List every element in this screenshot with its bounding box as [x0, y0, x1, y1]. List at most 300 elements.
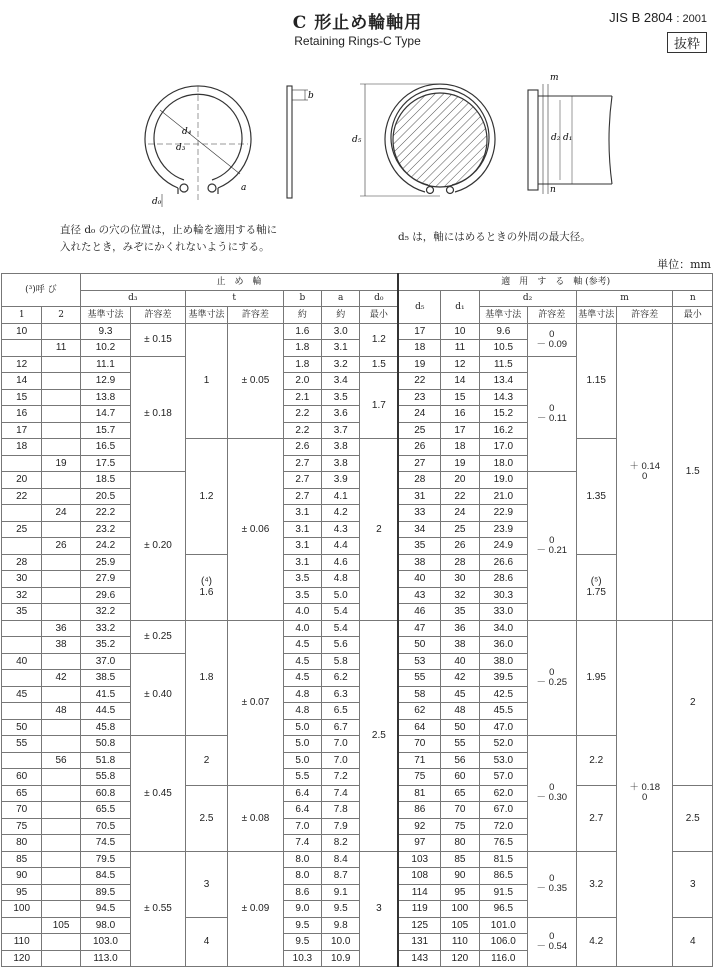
a-approx-value: 4.3 — [333, 523, 348, 535]
d1-value: 90 — [454, 870, 466, 882]
d1-value: 56 — [454, 754, 466, 766]
a-approx-value: 7.9 — [333, 820, 348, 832]
d2-basic — [479, 703, 527, 720]
d1 — [441, 340, 479, 357]
d1 — [441, 934, 479, 951]
d1 — [441, 950, 479, 967]
d3-basic — [80, 670, 130, 687]
d3-tolerance — [131, 736, 186, 852]
d2-tolerance-value: 0 — [549, 402, 555, 414]
d1-value: 26 — [454, 540, 466, 552]
d2-basic-value: 42.5 — [493, 688, 514, 700]
a-approx — [322, 571, 360, 588]
d5 — [398, 653, 440, 670]
d2-basic — [479, 373, 527, 390]
d1-value: 48 — [454, 705, 466, 717]
d2-basic-value: 81.5 — [493, 853, 514, 865]
a-approx-value: 4.4 — [333, 540, 348, 552]
d5 — [398, 851, 440, 868]
nominal-2-value: 105 — [52, 919, 70, 931]
d2-basic — [479, 868, 527, 885]
note-line-2: 入れたとき，みぞにかくれないようにする。 — [60, 241, 270, 253]
note-hole-position — [60, 222, 277, 256]
a-approx — [322, 356, 360, 373]
d1 — [441, 389, 479, 406]
nominal-2 — [42, 802, 80, 819]
d5-value: 131 — [411, 936, 429, 948]
a-approx-value: 7.8 — [333, 804, 348, 816]
nominal-1 — [2, 653, 42, 670]
nominal-2-value: 48 — [55, 705, 67, 717]
b-approx-value: 3.5 — [295, 573, 310, 585]
label-n: n — [550, 185, 556, 195]
nominal-2 — [42, 785, 80, 802]
d5 — [398, 884, 440, 901]
d1-value: 18 — [454, 441, 466, 453]
m-tolerance-value: 0 — [642, 470, 648, 482]
nominal-1 — [2, 571, 42, 588]
m-basic — [576, 554, 616, 620]
header-a-approx: 約 — [322, 307, 360, 324]
m-basic — [576, 736, 616, 786]
page-subtitle: Retaining Rings-C Type — [294, 34, 421, 48]
b-approx — [283, 571, 321, 588]
nominal-2 — [42, 703, 80, 720]
nominal-1 — [2, 670, 42, 687]
b-approx-value: 5.5 — [295, 771, 310, 783]
d1 — [441, 323, 479, 340]
t-basic — [185, 785, 227, 851]
d5-value: 62 — [414, 705, 426, 717]
b-approx — [283, 653, 321, 670]
d2-basic-value: 39.5 — [493, 672, 514, 684]
d5 — [398, 901, 440, 918]
d2-basic — [479, 736, 527, 753]
n-min-value: 1.5 — [685, 466, 700, 477]
d1-value: 16 — [454, 408, 466, 420]
d5-value: 108 — [411, 870, 429, 882]
d1 — [441, 851, 479, 868]
d5 — [398, 934, 440, 951]
b-approx-value: 3.1 — [295, 507, 310, 519]
a-approx — [322, 554, 360, 571]
d1-value: 25 — [454, 523, 466, 535]
a-approx — [322, 373, 360, 390]
nominal-2 — [42, 851, 80, 868]
a-approx-value: 3.9 — [333, 474, 348, 486]
a-approx-value: 5.4 — [333, 606, 348, 618]
d0-min — [360, 439, 398, 621]
m-basic-value: 1.15 — [586, 375, 606, 387]
b-approx — [283, 901, 321, 918]
a-approx — [322, 422, 360, 439]
b-approx — [283, 950, 321, 967]
d3-basic-value: 89.5 — [95, 886, 116, 898]
d5-value: 33 — [414, 507, 426, 519]
d5 — [398, 439, 440, 456]
d2-basic — [479, 934, 527, 951]
d3-basic-value: 70.5 — [95, 820, 116, 832]
nominal-1-value: 22 — [16, 490, 28, 502]
b-approx — [283, 703, 321, 720]
d1 — [441, 901, 479, 918]
a-approx-value: 9.5 — [333, 903, 348, 915]
d3-basic-value: 79.5 — [95, 853, 116, 865]
b-approx — [283, 356, 321, 373]
d2-basic — [479, 604, 527, 621]
d5 — [398, 455, 440, 472]
a-approx — [322, 785, 360, 802]
m-basic-value: 3.2 — [589, 878, 604, 890]
d5 — [398, 389, 440, 406]
t-basic-value: 1 — [203, 375, 210, 387]
header-d0: d₀ — [360, 290, 398, 307]
d3-tolerance — [131, 472, 186, 621]
d3-basic-value: 35.2 — [95, 639, 116, 651]
n-min-value: 4 — [689, 936, 696, 948]
d1 — [441, 406, 479, 423]
nominal-1 — [2, 802, 42, 819]
d3-basic — [80, 934, 130, 951]
d3-basic-value: 22.2 — [95, 507, 116, 519]
b-approx — [283, 736, 321, 753]
d3-basic — [80, 901, 130, 918]
m-basic-value: 4.2 — [589, 936, 604, 948]
label-a: a — [241, 183, 247, 193]
d5-value: 125 — [411, 919, 429, 931]
b-approx — [283, 686, 321, 703]
d1-value: 11 — [454, 342, 466, 354]
b-approx-value: 2.7 — [295, 457, 310, 469]
b-approx — [283, 340, 321, 357]
d1-value: 45 — [454, 688, 466, 700]
d2-basic — [479, 406, 527, 423]
a-approx — [322, 538, 360, 555]
d3-basic-value: 37.0 — [95, 655, 116, 667]
nominal-2 — [42, 505, 80, 522]
nominal-2 — [42, 406, 80, 423]
d1 — [441, 802, 479, 819]
d1 — [441, 653, 479, 670]
m-basic — [576, 785, 616, 851]
d2-basic-value: 36.0 — [493, 639, 514, 651]
a-approx-value: 5.8 — [333, 655, 348, 667]
m-basic — [576, 439, 616, 555]
d5-value: 103 — [411, 853, 429, 865]
d5-value: 18 — [414, 342, 426, 354]
b-approx-value: 2.7 — [295, 474, 310, 486]
b-approx-value: 7.4 — [295, 837, 310, 849]
t-tolerance-value: ± 0.09 — [241, 903, 270, 915]
nominal-1 — [2, 851, 42, 868]
nominal-2-value: 38 — [55, 639, 67, 651]
a-approx-value: 4.2 — [333, 507, 348, 519]
header-shaft: 適 用 す る 軸 (参考) — [398, 274, 712, 291]
d2-tolerance — [528, 472, 576, 621]
d1-value: 10 — [454, 325, 466, 337]
n-min-value: 2.5 — [685, 812, 700, 824]
nominal-1 — [2, 868, 42, 885]
d1 — [441, 455, 479, 472]
header-col2: 2 — [42, 307, 80, 324]
d5-value: 47 — [414, 622, 426, 634]
nominal-1-value: 90 — [16, 870, 28, 882]
d2-basic — [479, 818, 527, 835]
d3-basic-value: 17.5 — [95, 457, 116, 469]
d3-basic — [80, 736, 130, 753]
d3-basic — [80, 769, 130, 786]
nominal-1-value: 70 — [16, 804, 28, 816]
d2-tolerance — [528, 851, 576, 917]
n-min — [673, 917, 713, 967]
d3-basic-value: 44.5 — [95, 705, 116, 717]
nominal-2 — [42, 587, 80, 604]
d3-basic-value: 27.9 — [95, 573, 116, 585]
a-approx — [322, 752, 360, 769]
d2-tolerance-value: 0 — [549, 666, 555, 678]
d1-value: 120 — [451, 952, 469, 964]
d2-tolerance-value: － 0.35 — [536, 883, 568, 894]
a-approx — [322, 670, 360, 687]
nominal-1 — [2, 703, 42, 720]
b-approx-value: 4.0 — [295, 606, 310, 618]
d1 — [441, 356, 479, 373]
d2-basic-value: 28.6 — [493, 573, 514, 585]
d3-basic — [80, 604, 130, 621]
b-approx — [283, 620, 321, 637]
d2-basic — [479, 505, 527, 522]
nominal-2 — [42, 323, 80, 340]
d1-value: 35 — [454, 606, 466, 618]
d5-value: 64 — [414, 721, 426, 733]
d2-basic — [479, 769, 527, 786]
b-approx — [283, 389, 321, 406]
ring-side-view — [287, 86, 308, 198]
label-d3: d₃ — [176, 143, 186, 153]
d2-basic — [479, 752, 527, 769]
d1-value: 15 — [454, 391, 466, 403]
nominal-1 — [2, 934, 42, 951]
d1 — [441, 505, 479, 522]
a-approx — [322, 620, 360, 637]
d2-basic-value: 38.0 — [493, 655, 514, 667]
m-basic — [576, 620, 616, 736]
d0-min — [360, 323, 398, 356]
d2-basic — [479, 488, 527, 505]
d1 — [441, 686, 479, 703]
b-approx-value: 5.0 — [295, 721, 310, 733]
nominal-2 — [42, 752, 80, 769]
a-approx-value: 3.8 — [333, 457, 348, 469]
d3-basic — [80, 884, 130, 901]
m-basic-value: (⁵) — [590, 576, 602, 587]
nominal-1 — [2, 604, 42, 621]
d1-value: 12 — [454, 358, 466, 370]
d2-basic — [479, 389, 527, 406]
a-approx-value: 9.1 — [333, 886, 348, 898]
table-row — [2, 736, 713, 753]
b-approx — [283, 406, 321, 423]
d1 — [441, 554, 479, 571]
nominal-2 — [42, 868, 80, 885]
a-approx-value: 6.5 — [333, 705, 348, 717]
a-approx — [322, 934, 360, 951]
nominal-2 — [42, 373, 80, 390]
d2-basic — [479, 670, 527, 687]
a-approx-value: 8.4 — [333, 853, 348, 865]
d1 — [441, 736, 479, 753]
m-basic — [576, 851, 616, 917]
nominal-1-value: 45 — [16, 688, 28, 700]
b-approx — [283, 472, 321, 489]
d2-basic-value: 57.0 — [493, 771, 514, 783]
table-row — [2, 620, 713, 637]
n-min-value: 3 — [689, 878, 696, 890]
b-approx-value: 5.0 — [295, 754, 310, 766]
b-approx — [283, 637, 321, 654]
d5-value: 25 — [414, 424, 426, 436]
nominal-1-value: 55 — [16, 738, 28, 750]
a-approx-value: 4.8 — [333, 573, 348, 585]
d2-basic — [479, 686, 527, 703]
header-ring: 止 め 輪 — [80, 274, 398, 291]
d5 — [398, 950, 440, 967]
nominal-1-value: 18 — [16, 441, 28, 453]
b-approx-value: 2.6 — [295, 441, 310, 453]
d2-basic-value: 14.3 — [493, 391, 514, 403]
header-d5: d₅ — [398, 290, 440, 323]
d3-basic — [80, 505, 130, 522]
d2-basic-value: 101.0 — [490, 919, 516, 931]
b-approx-value: 3.1 — [295, 540, 310, 552]
d2-tolerance — [528, 620, 576, 736]
nominal-2-value: 56 — [55, 754, 67, 766]
d2-basic — [479, 802, 527, 819]
d1-value: 105 — [451, 919, 469, 931]
d5 — [398, 917, 440, 934]
d2-tolerance-value: 0 — [549, 328, 555, 340]
d1-value: 32 — [454, 589, 466, 601]
t-tolerance — [228, 323, 284, 439]
d2-basic-value: 16.2 — [493, 424, 514, 436]
nominal-1 — [2, 587, 42, 604]
d3-basic-value: 51.8 — [95, 754, 116, 766]
d1-value: 30 — [454, 573, 466, 585]
d2-tolerance — [528, 323, 576, 356]
table-row — [2, 785, 713, 802]
d1 — [441, 719, 479, 736]
nominal-1 — [2, 538, 42, 555]
a-approx-value: 6.7 — [333, 721, 348, 733]
d2-basic-value: 19.0 — [493, 474, 514, 486]
t-basic-value: 4 — [203, 936, 210, 948]
nominal-2-value: 19 — [55, 457, 67, 469]
d5-value: 24 — [414, 408, 426, 420]
d5 — [398, 703, 440, 720]
d1-value: 75 — [454, 820, 466, 832]
a-approx-value: 3.8 — [333, 441, 348, 453]
nominal-1-value: 16 — [16, 408, 28, 420]
d2-basic-value: 96.5 — [493, 903, 514, 915]
t-basic — [185, 620, 227, 736]
nominal-2 — [42, 934, 80, 951]
d3-basic — [80, 422, 130, 439]
nominal-1 — [2, 752, 42, 769]
a-approx — [322, 818, 360, 835]
t-basic — [185, 554, 227, 620]
d5-value: 86 — [414, 804, 426, 816]
d3-basic-value: 23.2 — [95, 523, 116, 535]
t-basic-value: (⁴) — [200, 576, 212, 587]
b-approx-value: 4.0 — [295, 622, 310, 634]
d3-basic — [80, 686, 130, 703]
d2-basic-value: 47.0 — [493, 721, 514, 733]
d2-basic-value: 45.5 — [493, 705, 514, 717]
page-title: C 形止め輪軸用 — [292, 13, 423, 33]
d5 — [398, 835, 440, 852]
m-basic — [576, 917, 616, 967]
d3-tolerance — [131, 620, 186, 653]
d1 — [441, 488, 479, 505]
d3-basic — [80, 785, 130, 802]
d3-basic-value: 103.0 — [92, 936, 118, 948]
d1-value: 24 — [454, 507, 466, 519]
t-basic — [185, 917, 227, 967]
d2-tolerance — [528, 356, 576, 472]
b-approx-value: 8.0 — [295, 870, 310, 882]
b-approx-value: 3.1 — [295, 523, 310, 535]
d2-basic — [479, 455, 527, 472]
t-basic — [185, 439, 227, 555]
d3-basic — [80, 703, 130, 720]
d5-value: 23 — [414, 391, 426, 403]
a-approx — [322, 472, 360, 489]
nominal-1-value: 40 — [16, 655, 28, 667]
b-approx-value: 2.2 — [295, 408, 310, 420]
d5 — [398, 340, 440, 357]
nominal-2 — [42, 521, 80, 538]
nominal-2 — [42, 439, 80, 456]
m-tolerance — [616, 620, 673, 967]
d1-value: 70 — [454, 804, 466, 816]
d3-basic — [80, 373, 130, 390]
b-approx-value: 2.1 — [295, 391, 310, 403]
header-d0-min: 最小 — [360, 307, 398, 324]
d5 — [398, 785, 440, 802]
d1-value: 36 — [454, 622, 466, 634]
nominal-1-value: 28 — [16, 556, 28, 568]
d1-value: 100 — [451, 903, 469, 915]
t-tolerance-value: ± 0.08 — [241, 812, 270, 824]
d3-tolerance-value: ± 0.25 — [144, 631, 172, 642]
d1-value: 42 — [454, 672, 466, 684]
d2-basic-value: 53.0 — [493, 754, 514, 766]
a-approx — [322, 653, 360, 670]
nominal-1 — [2, 455, 42, 472]
d3-basic — [80, 323, 130, 340]
a-approx — [322, 884, 360, 901]
m-basic-value: 1.75 — [586, 587, 606, 598]
b-approx — [283, 670, 321, 687]
d3-basic — [80, 488, 130, 505]
nominal-1 — [2, 917, 42, 934]
d3-basic-value: 98.0 — [95, 919, 116, 931]
d1 — [441, 521, 479, 538]
header-d2: d₂ — [479, 290, 576, 307]
d3-basic-value: 113.0 — [93, 952, 118, 964]
nominal-1 — [2, 406, 42, 423]
a-approx — [322, 835, 360, 852]
